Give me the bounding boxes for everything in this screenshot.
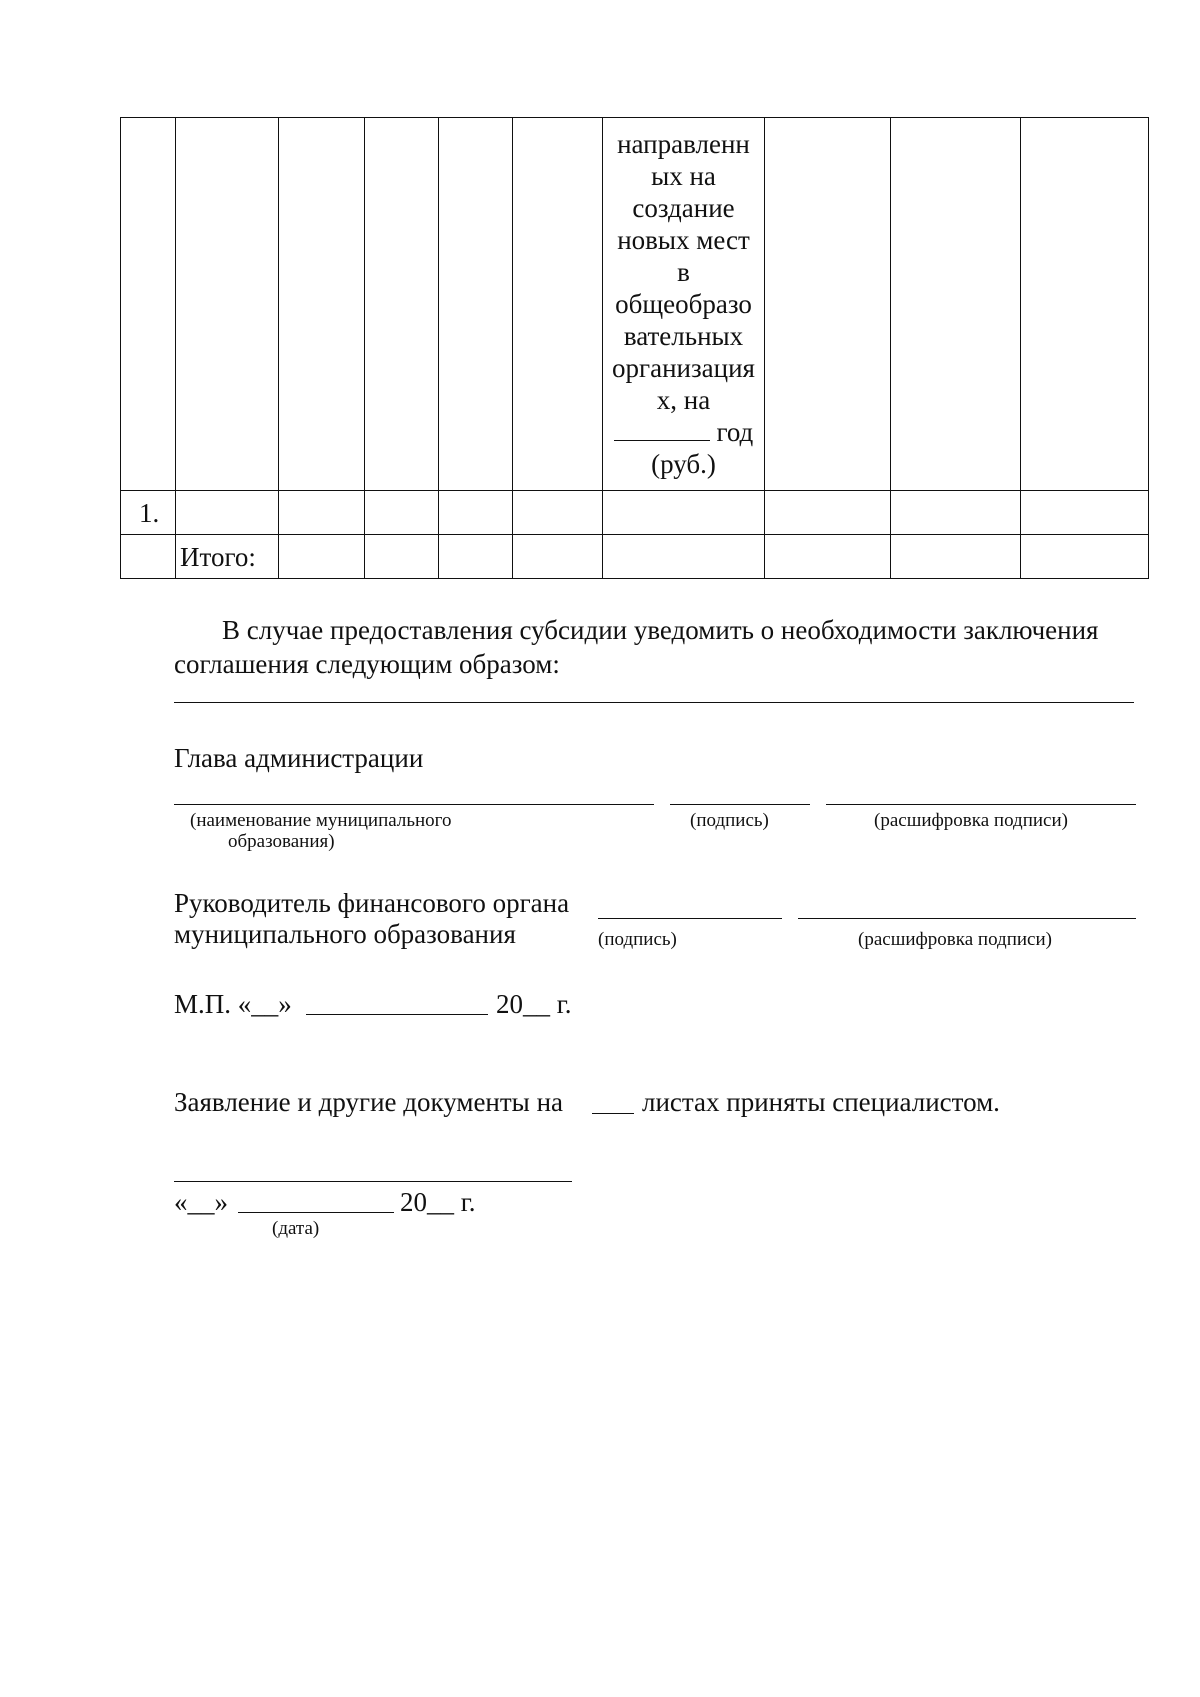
municipality-name-line <box>174 804 654 805</box>
date-line <box>238 1212 394 1213</box>
subsidy-table <box>120 117 1149 579</box>
specialist-signature-line <box>174 1181 572 1182</box>
date-year: 20__ г. <box>400 1187 476 1217</box>
notice-line-2: соглашения следующим образом: <box>174 649 560 679</box>
finance-line-1: Руководитель финансового органа <box>174 888 570 918</box>
stamp-date-line <box>306 1014 488 1015</box>
table-cell <box>279 118 365 491</box>
caption-finance-decode: (расшифровка подписи) <box>858 929 1052 950</box>
notice-fill-line <box>174 702 1134 703</box>
head-decode-line <box>826 804 1136 805</box>
head-signature-line <box>670 804 810 805</box>
caption-municipality-1: (наименование муниципального <box>190 810 452 831</box>
table-cell <box>891 118 1021 491</box>
stamp-prefix: М.П. «__» <box>174 989 292 1019</box>
finance-line-2: муниципального образования <box>174 919 516 949</box>
column-heading: направленн ых на создание новых мест в общеобразо вательных организация х, на год (руб.) <box>603 118 765 491</box>
caption-municipality-2: образования) <box>228 831 335 852</box>
table-header-row <box>121 118 1149 491</box>
finance-decode-line <box>798 918 1136 919</box>
table-cell <box>439 118 513 491</box>
caption-finance-signature: (подпись) <box>598 929 677 950</box>
table-cell <box>513 118 603 491</box>
caption-head-signature: (подпись) <box>690 810 769 831</box>
caption-date: (дата) <box>272 1218 320 1239</box>
stamp-year: 20__ г. <box>496 989 572 1019</box>
acceptance-part-1: Заявление и другие документы на <box>174 1087 564 1117</box>
table-row <box>121 491 1149 535</box>
finance-signature-line <box>598 918 782 919</box>
head-title: Глава администрации <box>174 743 424 773</box>
table-cell <box>765 118 891 491</box>
total-label: Итого: <box>176 535 279 579</box>
year-blank <box>614 416 710 441</box>
caption-head-decode: (расшифровка подписи) <box>874 810 1068 831</box>
notice-line-1: В случае предоставления субсидии уведомить о необходимости заключения <box>222 615 1099 645</box>
total-row <box>121 535 1149 579</box>
acceptance-part-2: листах приняты специалистом. <box>642 1087 1000 1117</box>
table-cell <box>121 118 176 491</box>
table-cell <box>365 118 439 491</box>
table-cell <box>176 118 279 491</box>
row-number: 1. <box>121 491 176 535</box>
date-prefix: «__» <box>174 1187 228 1217</box>
sheet-count-line <box>592 1113 634 1114</box>
table-cell <box>1021 118 1149 491</box>
